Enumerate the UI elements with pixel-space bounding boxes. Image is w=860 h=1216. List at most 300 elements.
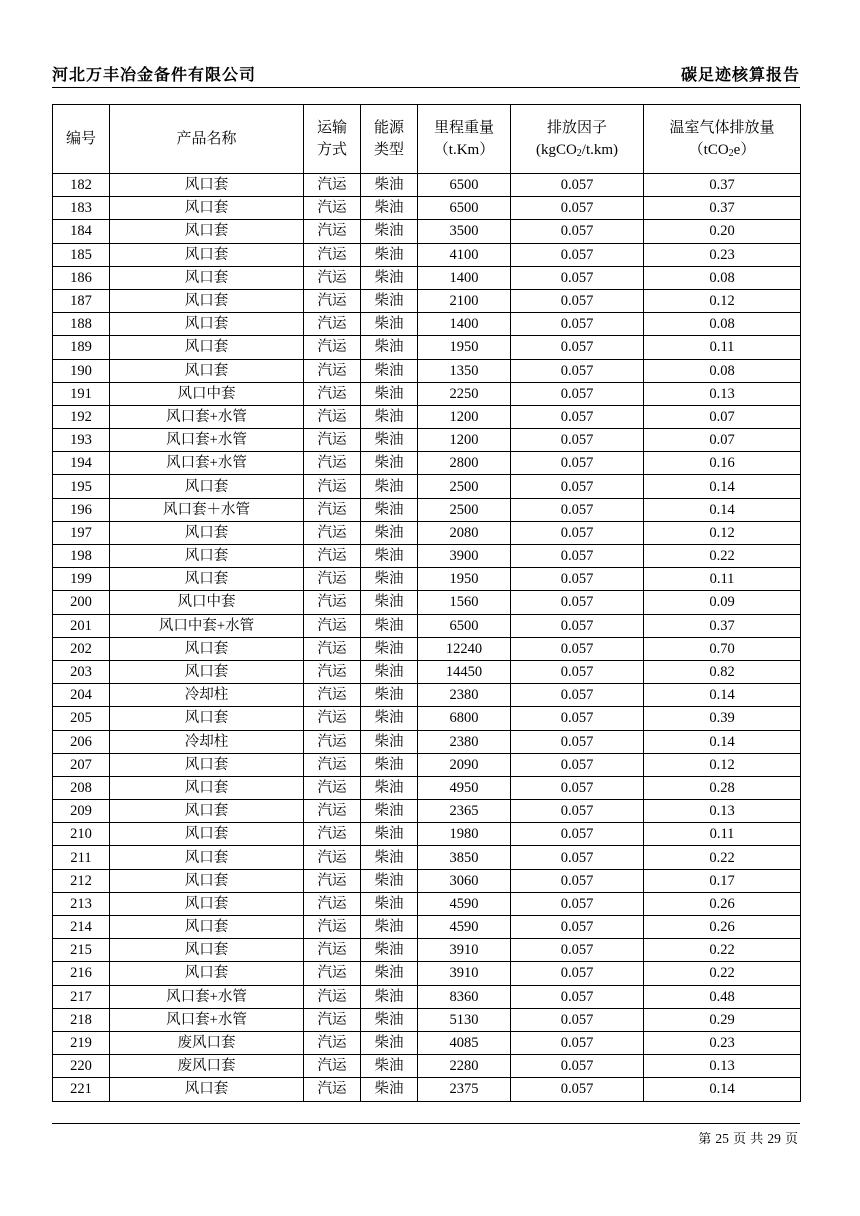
cell-distance: 1400 [418, 266, 511, 289]
cell-transport: 汽运 [304, 313, 361, 336]
cell-energy: 柴油 [361, 545, 418, 568]
cell-emission: 0.37 [644, 197, 801, 220]
table-row [53, 985, 801, 1008]
cell-no: 183 [53, 197, 110, 220]
header-divider [52, 87, 800, 88]
cell-product: 风口套 [110, 521, 304, 544]
table-row [53, 359, 801, 382]
cell-emission: 0.14 [644, 1078, 801, 1101]
table-row [53, 892, 801, 915]
cell-energy: 柴油 [361, 985, 418, 1008]
cell-energy: 柴油 [361, 637, 418, 660]
table-row [53, 498, 801, 521]
cell-no: 218 [53, 1008, 110, 1031]
cell-emission: 0.70 [644, 637, 801, 660]
cell-no: 201 [53, 614, 110, 637]
cell-no: 219 [53, 1031, 110, 1054]
cell-distance: 2365 [418, 800, 511, 823]
cell-transport: 汽运 [304, 498, 361, 521]
cell-energy: 柴油 [361, 591, 418, 614]
table-row [53, 429, 801, 452]
cell-no: 211 [53, 846, 110, 869]
cell-distance: 2800 [418, 452, 511, 475]
cell-energy: 柴油 [361, 289, 418, 312]
table-row [53, 336, 801, 359]
cell-distance: 2080 [418, 521, 511, 544]
cell-emission: 0.22 [644, 939, 801, 962]
table-row [53, 266, 801, 289]
cell-distance: 3500 [418, 220, 511, 243]
cell-product: 风口套 [110, 336, 304, 359]
cell-product: 风口套 [110, 637, 304, 660]
table-row [53, 521, 801, 544]
table-row [53, 568, 801, 591]
cell-distance: 3060 [418, 869, 511, 892]
cell-product: 废风口套 [110, 1031, 304, 1054]
cell-product: 风口套+水管 [110, 429, 304, 452]
cell-product: 冷却柱 [110, 730, 304, 753]
cell-transport: 汽运 [304, 614, 361, 637]
cell-product: 风口套 [110, 846, 304, 869]
cell-factor: 0.057 [511, 521, 644, 544]
cell-product: 废风口套 [110, 1055, 304, 1078]
cell-emission: 0.82 [644, 660, 801, 683]
cell-factor: 0.057 [511, 684, 644, 707]
cell-distance: 1560 [418, 591, 511, 614]
cell-energy: 柴油 [361, 753, 418, 776]
col-header-no: 编号 [53, 105, 110, 174]
cell-distance: 4085 [418, 1031, 511, 1054]
cell-distance: 2500 [418, 475, 511, 498]
cell-factor: 0.057 [511, 730, 644, 753]
cell-no: 198 [53, 545, 110, 568]
cell-emission: 0.16 [644, 452, 801, 475]
cell-product: 风口套 [110, 962, 304, 985]
table-row [53, 313, 801, 336]
table-row [53, 1055, 801, 1078]
cell-emission: 0.12 [644, 289, 801, 312]
cell-factor: 0.057 [511, 707, 644, 730]
cell-transport: 汽运 [304, 660, 361, 683]
cell-emission: 0.11 [644, 823, 801, 846]
cell-distance: 3910 [418, 939, 511, 962]
cell-product: 风口套 [110, 753, 304, 776]
table-row [53, 916, 801, 939]
cell-no: 215 [53, 939, 110, 962]
cell-emission: 0.22 [644, 545, 801, 568]
cell-transport: 汽运 [304, 174, 361, 197]
cell-transport: 汽运 [304, 637, 361, 660]
cell-product: 风口套 [110, 869, 304, 892]
cell-transport: 汽运 [304, 684, 361, 707]
cell-distance: 4100 [418, 243, 511, 266]
cell-emission: 0.14 [644, 475, 801, 498]
cell-factor: 0.057 [511, 382, 644, 405]
cell-distance: 1200 [418, 405, 511, 428]
footer-divider [52, 1123, 800, 1124]
table-row [53, 289, 801, 312]
cell-factor: 0.057 [511, 823, 644, 846]
cell-transport: 汽运 [304, 916, 361, 939]
cell-product: 风口套 [110, 359, 304, 382]
cell-no: 206 [53, 730, 110, 753]
company-name: 河北万丰冶金备件有限公司 [52, 65, 257, 84]
cell-distance: 4590 [418, 892, 511, 915]
cell-product: 风口套 [110, 313, 304, 336]
cell-no: 203 [53, 660, 110, 683]
cell-energy: 柴油 [361, 498, 418, 521]
cell-product: 风口套 [110, 707, 304, 730]
table-header-row [53, 105, 801, 174]
cell-product: 风口套 [110, 174, 304, 197]
cell-factor: 0.057 [511, 800, 644, 823]
cell-emission: 0.39 [644, 707, 801, 730]
cell-factor: 0.057 [511, 545, 644, 568]
cell-factor: 0.057 [511, 197, 644, 220]
table-row [53, 220, 801, 243]
cell-transport: 汽运 [304, 869, 361, 892]
cell-product: 风口中套+水管 [110, 614, 304, 637]
cell-product: 风口套+水管 [110, 405, 304, 428]
cell-no: 186 [53, 266, 110, 289]
cell-emission: 0.20 [644, 220, 801, 243]
cell-factor: 0.057 [511, 498, 644, 521]
cell-factor: 0.057 [511, 266, 644, 289]
cell-factor: 0.057 [511, 591, 644, 614]
cell-distance: 12240 [418, 637, 511, 660]
cell-product: 风口套+水管 [110, 452, 304, 475]
cell-transport: 汽运 [304, 962, 361, 985]
cell-factor: 0.057 [511, 962, 644, 985]
cell-factor: 0.057 [511, 1055, 644, 1078]
cell-no: 184 [53, 220, 110, 243]
cell-factor: 0.057 [511, 1008, 644, 1031]
table-row [53, 684, 801, 707]
cell-energy: 柴油 [361, 475, 418, 498]
cell-product: 风口套 [110, 289, 304, 312]
cell-distance: 4950 [418, 776, 511, 799]
cell-transport: 汽运 [304, 707, 361, 730]
cell-emission: 0.14 [644, 498, 801, 521]
cell-transport: 汽运 [304, 521, 361, 544]
cell-energy: 柴油 [361, 846, 418, 869]
col-header-energy: 能源 类型 [361, 105, 418, 174]
cell-emission: 0.08 [644, 313, 801, 336]
cell-factor: 0.057 [511, 313, 644, 336]
cell-product: 风口套 [110, 243, 304, 266]
cell-distance: 3910 [418, 962, 511, 985]
cell-energy: 柴油 [361, 800, 418, 823]
cell-distance: 2280 [418, 1055, 511, 1078]
cell-emission: 0.22 [644, 962, 801, 985]
cell-product: 风口套＋水管 [110, 498, 304, 521]
cell-product: 风口套 [110, 939, 304, 962]
cell-transport: 汽运 [304, 545, 361, 568]
cell-product: 风口套 [110, 1078, 304, 1101]
cell-factor: 0.057 [511, 174, 644, 197]
cell-emission: 0.14 [644, 730, 801, 753]
cell-emission: 0.17 [644, 869, 801, 892]
cell-transport: 汽运 [304, 382, 361, 405]
cell-factor: 0.057 [511, 637, 644, 660]
col-header-distance: 里程重量 （t.Km） [418, 105, 511, 174]
cell-energy: 柴油 [361, 521, 418, 544]
cell-transport: 汽运 [304, 359, 361, 382]
cell-no: 214 [53, 916, 110, 939]
cell-factor: 0.057 [511, 939, 644, 962]
cell-transport: 汽运 [304, 1008, 361, 1031]
cell-product: 风口套 [110, 545, 304, 568]
cell-distance: 1200 [418, 429, 511, 452]
table-row [53, 660, 801, 683]
cell-factor: 0.057 [511, 568, 644, 591]
cell-emission: 0.12 [644, 521, 801, 544]
cell-transport: 汽运 [304, 776, 361, 799]
cell-factor: 0.057 [511, 869, 644, 892]
report-title: 碳足迹核算报告 [680, 65, 800, 84]
cell-emission: 0.37 [644, 614, 801, 637]
cell-factor: 0.057 [511, 289, 644, 312]
cell-no: 221 [53, 1078, 110, 1101]
cell-no: 196 [53, 498, 110, 521]
cell-transport: 汽运 [304, 939, 361, 962]
cell-product: 风口套+水管 [110, 985, 304, 1008]
cell-distance: 3900 [418, 545, 511, 568]
cell-emission: 0.26 [644, 916, 801, 939]
cell-distance: 1400 [418, 313, 511, 336]
cell-product: 风口套 [110, 916, 304, 939]
cell-energy: 柴油 [361, 1078, 418, 1101]
col-header-emission: 温室气体排放量 （tCO$_2$e） [644, 105, 801, 174]
cell-product: 风口套 [110, 776, 304, 799]
cell-transport: 汽运 [304, 289, 361, 312]
cell-no: 193 [53, 429, 110, 452]
cell-factor: 0.057 [511, 660, 644, 683]
cell-distance: 6500 [418, 174, 511, 197]
cell-distance: 1350 [418, 359, 511, 382]
cell-energy: 柴油 [361, 429, 418, 452]
table-row [53, 197, 801, 220]
cell-product: 风口中套 [110, 382, 304, 405]
cell-no: 195 [53, 475, 110, 498]
cell-no: 192 [53, 405, 110, 428]
cell-product: 风口套 [110, 823, 304, 846]
table-row [53, 962, 801, 985]
cell-transport: 汽运 [304, 243, 361, 266]
cell-energy: 柴油 [361, 452, 418, 475]
table-row [53, 776, 801, 799]
cell-factor: 0.057 [511, 475, 644, 498]
cell-emission: 0.08 [644, 266, 801, 289]
cell-factor: 0.057 [511, 753, 644, 776]
cell-no: 212 [53, 869, 110, 892]
cell-factor: 0.057 [511, 776, 644, 799]
table-row [53, 614, 801, 637]
cell-energy: 柴油 [361, 776, 418, 799]
table-row [53, 846, 801, 869]
cell-energy: 柴油 [361, 962, 418, 985]
cell-product: 风口套 [110, 475, 304, 498]
cell-no: 185 [53, 243, 110, 266]
table-row [53, 405, 801, 428]
cell-distance: 6500 [418, 197, 511, 220]
cell-transport: 汽运 [304, 220, 361, 243]
cell-distance: 8360 [418, 985, 511, 1008]
cell-factor: 0.057 [511, 614, 644, 637]
cell-distance: 2380 [418, 730, 511, 753]
cell-energy: 柴油 [361, 220, 418, 243]
cell-no: 217 [53, 985, 110, 1008]
cell-transport: 汽运 [304, 591, 361, 614]
cell-transport: 汽运 [304, 475, 361, 498]
cell-energy: 柴油 [361, 730, 418, 753]
cell-transport: 汽运 [304, 429, 361, 452]
cell-emission: 0.13 [644, 382, 801, 405]
cell-emission: 0.26 [644, 892, 801, 915]
cell-distance: 2500 [418, 498, 511, 521]
cell-distance: 1980 [418, 823, 511, 846]
cell-factor: 0.057 [511, 892, 644, 915]
cell-emission: 0.07 [644, 429, 801, 452]
cell-no: 182 [53, 174, 110, 197]
table-row [53, 730, 801, 753]
cell-energy: 柴油 [361, 1008, 418, 1031]
cell-energy: 柴油 [361, 916, 418, 939]
cell-transport: 汽运 [304, 846, 361, 869]
table-row [53, 475, 801, 498]
cell-no: 202 [53, 637, 110, 660]
col-header-product: 产品名称 [110, 105, 304, 174]
cell-energy: 柴油 [361, 707, 418, 730]
cell-product: 风口套 [110, 660, 304, 683]
cell-transport: 汽运 [304, 336, 361, 359]
cell-factor: 0.057 [511, 1031, 644, 1054]
cell-emission: 0.12 [644, 753, 801, 776]
cell-no: 205 [53, 707, 110, 730]
cell-energy: 柴油 [361, 869, 418, 892]
table-row [53, 823, 801, 846]
cell-factor: 0.057 [511, 429, 644, 452]
cell-product: 风口套+水管 [110, 1008, 304, 1031]
cell-no: 210 [53, 823, 110, 846]
cell-energy: 柴油 [361, 892, 418, 915]
table-row [53, 800, 801, 823]
cell-distance: 6800 [418, 707, 511, 730]
cell-no: 208 [53, 776, 110, 799]
cell-transport: 汽运 [304, 266, 361, 289]
cell-distance: 5130 [418, 1008, 511, 1031]
cell-factor: 0.057 [511, 243, 644, 266]
page-header [52, 62, 800, 86]
page-number: 第 25 页 共 29 页 [698, 1131, 798, 1147]
table-row [53, 1031, 801, 1054]
cell-transport: 汽运 [304, 405, 361, 428]
cell-product: 风口套 [110, 800, 304, 823]
cell-no: 189 [53, 336, 110, 359]
cell-product: 风口中套 [110, 591, 304, 614]
cell-transport: 汽运 [304, 753, 361, 776]
cell-energy: 柴油 [361, 382, 418, 405]
col-header-factor: 排放因子 (kgCO$_2$/t.km) [511, 105, 644, 174]
cell-energy: 柴油 [361, 939, 418, 962]
cell-energy: 柴油 [361, 313, 418, 336]
cell-no: 194 [53, 452, 110, 475]
cell-emission: 0.11 [644, 336, 801, 359]
cell-no: 200 [53, 591, 110, 614]
cell-distance: 6500 [418, 614, 511, 637]
cell-transport: 汽运 [304, 568, 361, 591]
cell-distance: 2375 [418, 1078, 511, 1101]
cell-emission: 0.23 [644, 243, 801, 266]
table-row [53, 452, 801, 475]
cell-emission: 0.13 [644, 800, 801, 823]
cell-no: 207 [53, 753, 110, 776]
cell-energy: 柴油 [361, 823, 418, 846]
cell-no: 220 [53, 1055, 110, 1078]
cell-energy: 柴油 [361, 614, 418, 637]
cell-no: 199 [53, 568, 110, 591]
cell-emission: 0.08 [644, 359, 801, 382]
table-row [53, 243, 801, 266]
cell-emission: 0.23 [644, 1031, 801, 1054]
cell-factor: 0.057 [511, 1078, 644, 1101]
table-row [53, 707, 801, 730]
cell-factor: 0.057 [511, 405, 644, 428]
cell-product: 风口套 [110, 568, 304, 591]
cell-energy: 柴油 [361, 405, 418, 428]
cell-energy: 柴油 [361, 1031, 418, 1054]
table-row [53, 591, 801, 614]
table-row [53, 637, 801, 660]
cell-no: 197 [53, 521, 110, 544]
cell-energy: 柴油 [361, 359, 418, 382]
table-row [53, 869, 801, 892]
cell-no: 187 [53, 289, 110, 312]
cell-energy: 柴油 [361, 568, 418, 591]
cell-product: 风口套 [110, 197, 304, 220]
cell-distance: 1950 [418, 336, 511, 359]
cell-distance: 14450 [418, 660, 511, 683]
transport-emission-table [52, 104, 801, 1102]
cell-energy: 柴油 [361, 243, 418, 266]
cell-product: 冷却柱 [110, 684, 304, 707]
table-row [53, 1008, 801, 1031]
cell-no: 190 [53, 359, 110, 382]
cell-transport: 汽运 [304, 452, 361, 475]
cell-emission: 0.14 [644, 684, 801, 707]
cell-emission: 0.48 [644, 985, 801, 1008]
cell-no: 191 [53, 382, 110, 405]
cell-no: 216 [53, 962, 110, 985]
cell-distance: 1950 [418, 568, 511, 591]
cell-emission: 0.28 [644, 776, 801, 799]
cell-transport: 汽运 [304, 1031, 361, 1054]
cell-emission: 0.29 [644, 1008, 801, 1031]
cell-energy: 柴油 [361, 1055, 418, 1078]
cell-product: 风口套 [110, 266, 304, 289]
cell-factor: 0.057 [511, 452, 644, 475]
cell-transport: 汽运 [304, 197, 361, 220]
cell-transport: 汽运 [304, 800, 361, 823]
table-row [53, 939, 801, 962]
cell-distance: 2100 [418, 289, 511, 312]
cell-factor: 0.057 [511, 359, 644, 382]
cell-emission: 0.22 [644, 846, 801, 869]
table-row [53, 1078, 801, 1101]
table-row [53, 174, 801, 197]
cell-emission: 0.37 [644, 174, 801, 197]
cell-no: 204 [53, 684, 110, 707]
